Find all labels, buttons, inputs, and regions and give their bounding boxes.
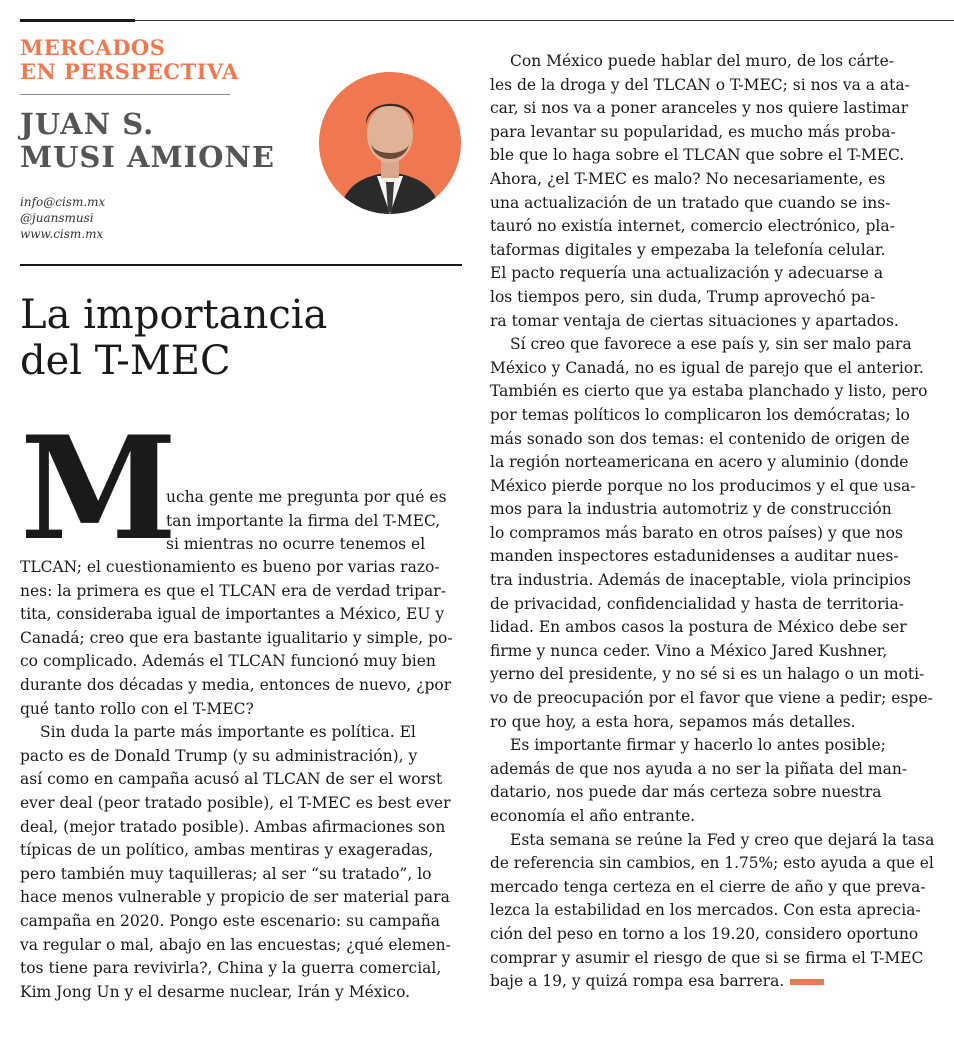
text-line: hace menos vulnerable y propicio de ser material para [20,888,450,907]
text-line: mercado tenga certeza en el cierre de año y que preva- [490,877,926,896]
text-line: Canadá; creo que era bastante igualitario y simple, po- [20,628,453,647]
text-line: una actualización de un tratado que cuando se ins- [490,193,891,212]
text-line: campaña en 2020. Pongo este escenario: su campaña [20,911,440,930]
text-line: tra industria. Además de inaceptable, viola principios [490,571,912,590]
drop-cap-lines [166,486,462,557]
text-line: lezca la estabilidad en los mercados. Con esta aprecia- [490,901,921,920]
drop-cap: M [20,406,178,572]
text-line: firme y nunca ceder. Vino a México Jared Kushner, [490,641,888,660]
text-line: Kim Jong Un y el desarme nuclear, Irán y México. [20,982,411,1001]
text-line: además de que nos ayuda a no ser la piñata del man- [490,759,908,778]
text-line: datario, nos puede dar más certeza sobre nuestra [490,783,882,802]
right-column-text [490,50,934,994]
text-line: ción del peso en torno a los 19.20, considero oportuno [490,924,919,943]
headline-line-1: La importancia [20,292,328,338]
text-line: más sonado son dos temas: el contenido de origen de [490,429,910,448]
text-line: Esta semana se reúne la Fed y creo que dejará la tasa [510,830,934,849]
text-line: car, si nos va a poner aranceles y nos quiere lastimar [490,99,909,118]
section-rule [20,94,230,95]
text-line: tauró no existía internet, comercio electrónico, pla- [490,217,895,236]
text-line: ever deal (peor tratado posible), el T-MEC es best ever [20,793,451,812]
text-line: Es importante firmar y hacerlo lo antes posible; [510,736,886,755]
text-line: por temas políticos lo complicaron los demócratas; lo [490,405,910,424]
text-line: va regular o mal, abajo en las encuestas; ¿qué elemen- [20,935,451,954]
text-line: México pierde porque no los producimos y el que usa- [490,476,916,495]
text-line: para levantar su popularidad, es mucho más proba- [490,122,896,141]
text-line: los tiempos pero, sin duda, Trump aprovechó pa- [490,287,876,306]
text-line: Sí creo que favorece a ese país y, sin ser malo para [510,335,912,354]
text-line: ucha gente me pregunta por qué es [166,488,447,506]
text-line: nes: la primera es que el TLCAN era de verdad tripar- [20,581,446,600]
text-line: pero también muy taquilleras; al ser “su tratado”, lo [20,864,432,883]
text-line: ble que lo haga sobre el TLCAN que sobre el T-MEC. [490,146,905,165]
text-line: taformas digitales y empezaba la telefonía celular. [490,240,886,259]
text-line: deal, (mejor tratado posible). Ambas afirmaciones son [20,817,446,836]
text-line: El pacto requería una actualización y adecuarse a [490,264,884,283]
text-line: Ahora, ¿el T-MEC es malo? No necesariamente, es [490,169,886,188]
text-line: lo compramos más barato en otros países) y que nos [490,523,903,542]
top-rule-accent [20,19,135,22]
text-line: tita, consideraba igual de importantes a México, EU y [20,605,445,624]
contact-twitter[interactable]: @juansmusi [20,211,94,225]
left-column-text [20,556,462,1004]
end-mark-icon [790,979,824,985]
text-line: ro que hoy, a esta hora, sepamos más detalles. [490,712,856,731]
text-line: vo de preocupación por el favor que viene a pedir; espe- [490,689,933,708]
text-line: la región norteamericana en acero y aluminio (donde [490,453,909,472]
text-line: pacto es de Donald Trump (y su administración), y [20,746,418,765]
text-line: de referencia sin cambios, en 1.75%; esto ayuda a que el [490,854,934,873]
text-line: así como en campaña acusó al TLCAN de ser el worst [20,770,443,789]
contact-email[interactable]: info@cism.mx [20,195,106,209]
header-rule [20,264,462,266]
contact-website[interactable]: www.cism.mx [20,227,104,241]
text-line: Sin duda la parte más importante es política. El [40,723,416,742]
text-line: México y Canadá, no es igual de parejo que el anterior. [490,358,924,377]
section-line-1: MERCADOS [20,35,166,60]
text-line: co complicado. Además el TLCAN funcionó muy bien [20,652,436,671]
text-line: lidad. En ambos casos la postura de México debe ser [490,618,907,637]
text-line: si mientras no ocurre tenemos el [166,535,426,554]
author-line-2: MUSI AMIONE [20,140,276,174]
headline-line-2: del T-MEC [20,338,231,384]
headline [20,292,327,384]
text-line: típicas de un político, ambas mentiras y exageradas, [20,841,434,860]
text-line: tan importante la firma del T-MEC, [166,511,441,530]
text-line: comprar y asumir el riesgo de que si se firma el T-MEC [490,948,924,967]
text-line: les de la droga y del TLCAN o T-MEC; si nos va a ata- [490,75,910,94]
author-portrait-svg [319,72,461,214]
text-line: economía el año entrante. [490,807,696,825]
text-line: ra tomar ventaja de ciertas situaciones y apartados. [490,311,899,330]
last-line-text: baje a 19, y quizá rompa esa barrera. [490,972,785,991]
text-line: También es cierto que ya estaba planchado y listo, pero [490,382,928,401]
author-line-1: JUAN S. [20,107,155,141]
author-portrait-icon [319,72,461,214]
text-line: Con México puede hablar del muro, de los cárte- [510,52,894,70]
author-name [20,108,275,174]
section-line-2: EN PERSPECTIVA [20,59,239,84]
author-contacts [20,194,105,242]
text-line: tos tiene para revivirla?, China y la guerra comercial, [20,959,442,978]
text-line: TLCAN; el cuestionamiento es bueno por varias razo- [20,558,440,576]
text-line: durante dos décadas y media, entonces de nuevo, ¿por [20,675,452,694]
top-rule [20,20,954,21]
last-text-line [490,970,934,994]
text-line: de privacidad, confidencialidad y hasta de territoria- [490,594,904,613]
text-line: mos para la industria automotriz y de construcción [490,500,892,519]
text-line: yerno del presidente, y no sé si es un halago o un moti- [490,665,925,684]
text-line: manden inspectores estadunidenses a auditar nues- [490,547,899,566]
text-line: qué tanto rollo con el T-MEC? [20,699,254,718]
